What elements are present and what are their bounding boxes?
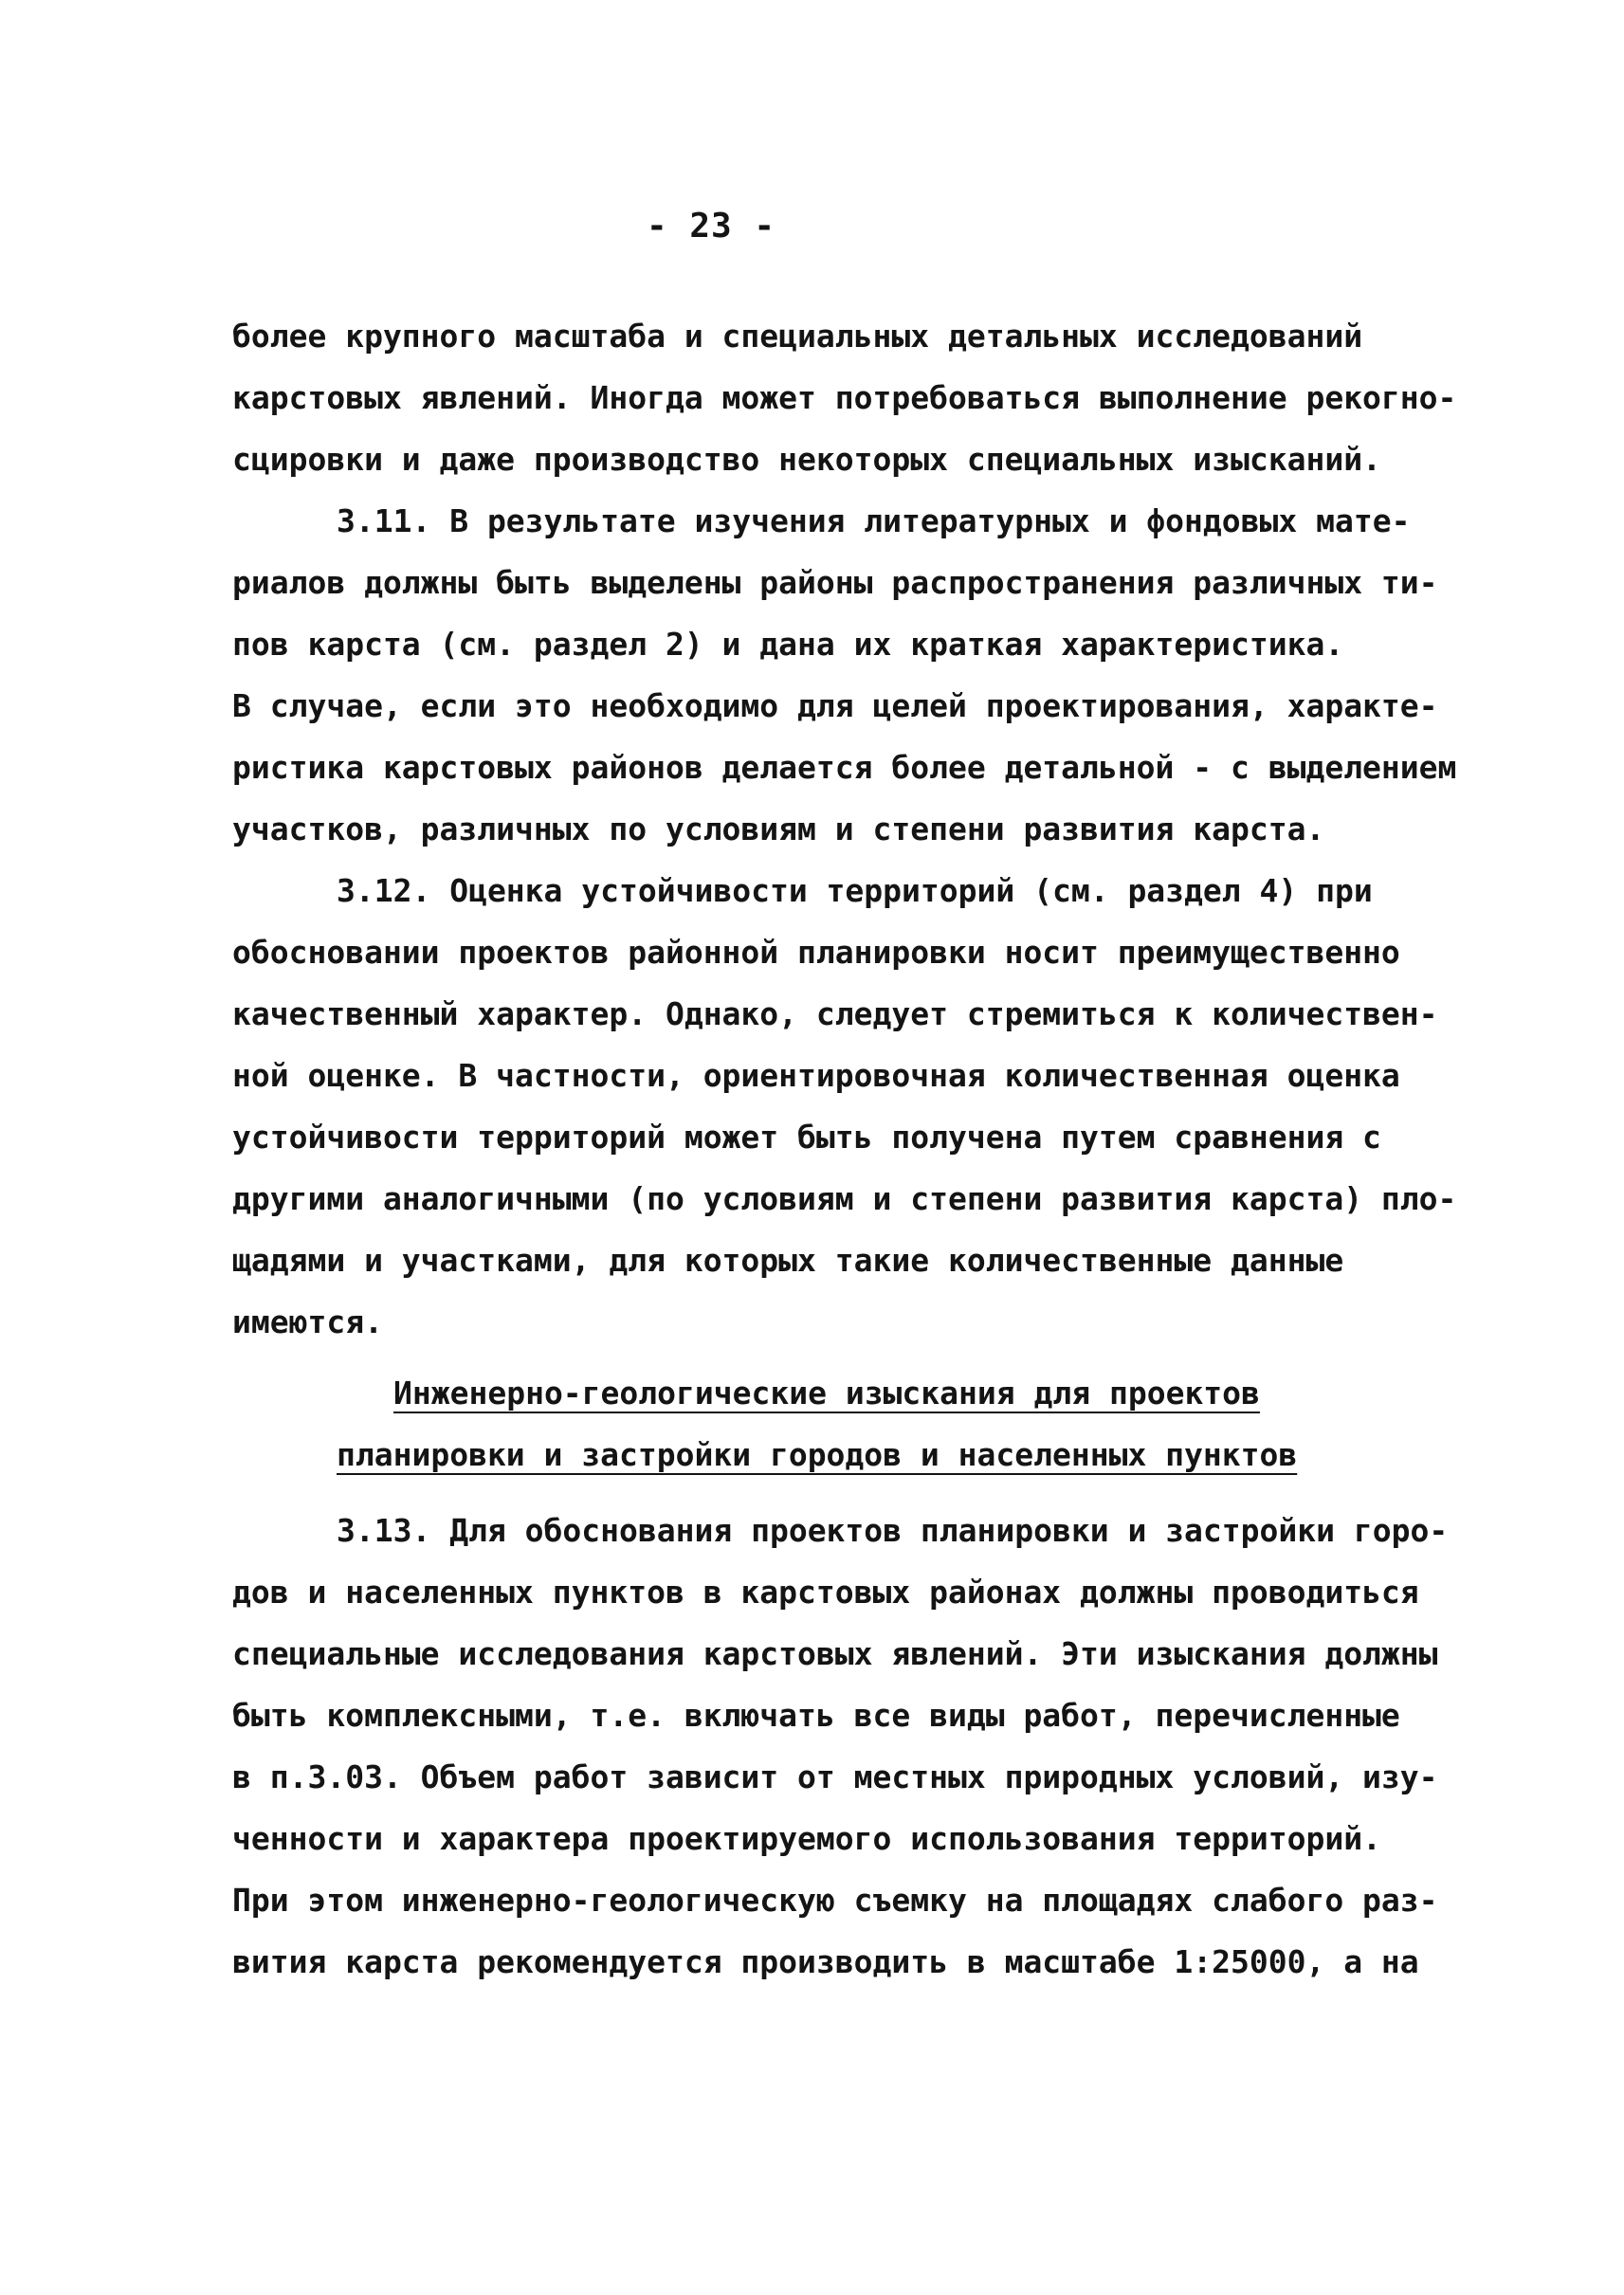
text-line: имеются. bbox=[232, 1303, 383, 1340]
page-number: - 23 - bbox=[646, 207, 776, 246]
text-line: В случае, если это необходимо для целей проектирования, характе- bbox=[232, 687, 1438, 724]
text-line: ной оценке. В частности, ориентировочная количественная оценка bbox=[232, 1057, 1400, 1094]
text-line: быть комплексными, т.е. включать все виды работ, перечисленные bbox=[232, 1697, 1400, 1734]
text-line: ристика карстовых районов делается более детальной - с выделением bbox=[232, 749, 1457, 786]
text-line: пов карста (см. раздел 2) и дана их краткая характеристика. bbox=[232, 626, 1344, 663]
text-line: карстовых явлений. Иногда может потребоваться выполнение рекогно- bbox=[232, 379, 1457, 416]
text-line: обосновании проектов районной планировки носит преимущественно bbox=[232, 934, 1400, 971]
text-line: 3.12. Оценка устойчивости территорий (см. раздел 4) при bbox=[337, 872, 1373, 909]
text-line: 3.13. Для обоснования проектов планировки и застройки горо- bbox=[337, 1512, 1449, 1549]
text-line: дов и населенных пунктов в карстовых районах должны проводиться bbox=[232, 1574, 1419, 1611]
text-line: ченности и характера проектируемого использования территорий. bbox=[232, 1820, 1381, 1857]
text-line: в п.3.03. Объем работ зависит от местных природных условий, изу- bbox=[232, 1758, 1438, 1795]
text-line: участков, различных по условиям и степени развития карста. bbox=[232, 811, 1325, 847]
text-line: 3.11. В результате изучения литературных и фондовых мате- bbox=[337, 502, 1411, 539]
text-line: сцировки и даже производство некоторых специальных изысканий. bbox=[232, 441, 1381, 478]
text-line: более крупного масштаба и специальных детальных исследований bbox=[232, 318, 1363, 355]
text-line: вития карста рекомендуется производить в масштабе 1:25000, а на bbox=[232, 1943, 1419, 1980]
text-line: риалов должны быть выделены районы распространения различных ти- bbox=[232, 564, 1438, 601]
text-line: другими аналогичными (по условиям и степени развития карста) пло- bbox=[232, 1180, 1457, 1217]
text-line: щадями и участками, для которых такие количественные данные bbox=[232, 1242, 1344, 1279]
section-heading-line-1: Инженерно-геологические изыскания для проектов bbox=[393, 1375, 1260, 1412]
text-line: При этом инженерно-геологическую съемку на площадях слабого раз- bbox=[232, 1882, 1438, 1919]
text-line: специальные исследования карстовых явлений. Эти изыскания должны bbox=[232, 1635, 1438, 1672]
text-line: качественный характер. Однако, следует стремиться к количествен- bbox=[232, 995, 1438, 1032]
section-heading-line-2: планировки и застройки городов и населенных пунктов bbox=[337, 1436, 1298, 1473]
text-line: устойчивости территорий может быть получена путем сравнения с bbox=[232, 1119, 1381, 1156]
